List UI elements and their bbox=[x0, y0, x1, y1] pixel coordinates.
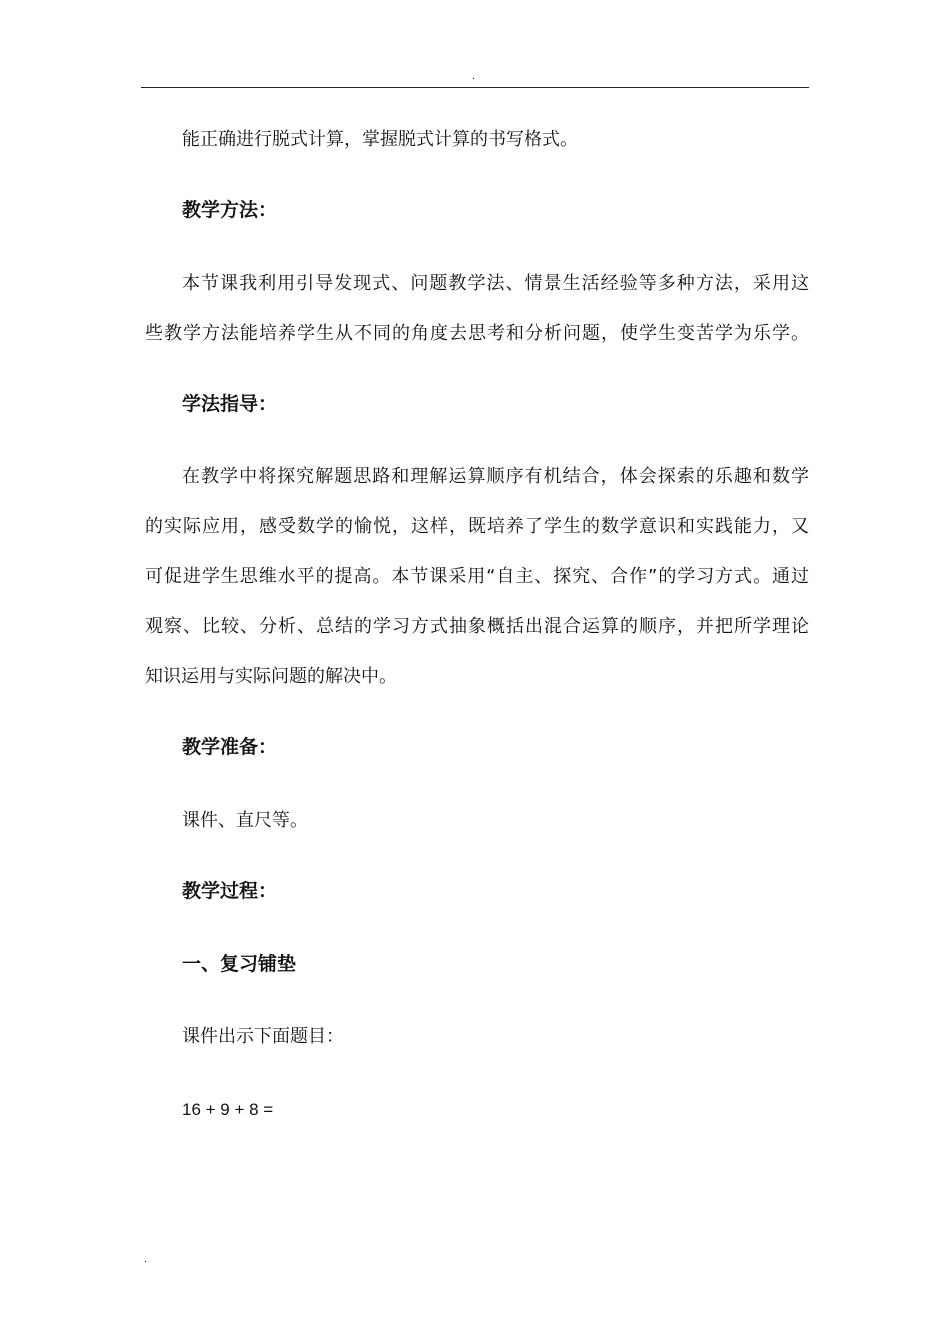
footer-mark: . bbox=[144, 1254, 148, 1265]
guide-paragraph-line-5: 知识运用与实际问题的解决中。 bbox=[145, 666, 397, 687]
method-paragraph-line-1: 本节课我利用引导发现式、问题教学法、情景生活经验等多种方法，采用这 bbox=[182, 273, 809, 294]
arithmetic-problem: 16 + 9 + 8 = bbox=[182, 1100, 274, 1119]
guide-paragraph-line-2: 的实际应用，感受数学的愉悦，这样，既培养了学生的数学意识和实践能力，又 bbox=[145, 516, 809, 537]
objective-line: 能正确进行脱式计算，掌握脱式计算的书写格式。 bbox=[182, 129, 578, 150]
heading-teaching-method: 教学方法： bbox=[182, 199, 278, 221]
review-intro-text: 课件出示下面题目： bbox=[182, 1026, 344, 1047]
method-paragraph-line-2: 些教学方法能培养学生从不同的角度去思考和分析问题，使学生变苦学为乐学。 bbox=[145, 323, 809, 344]
header-rule bbox=[141, 87, 809, 88]
header-mark: . bbox=[472, 71, 476, 82]
heading-study-guidance: 学法指导： bbox=[182, 393, 278, 415]
guide-paragraph-line-3: 可促进学生思维水平的提高。本节课采用“自主、探究、合作”的学习方式。通过 bbox=[145, 566, 809, 587]
preparation-text: 课件、直尺等。 bbox=[182, 810, 308, 831]
guide-paragraph-line-4: 观察、比较、分析、总结的学习方式抽象概括出混合运算的顺序，并把所学理论 bbox=[145, 616, 809, 637]
guide-paragraph-line-1: 在教学中将探究解题思路和理解运算顺序有机结合，体会探索的乐趣和数学 bbox=[182, 466, 809, 487]
heading-review: 一、复习铺垫 bbox=[182, 953, 297, 975]
heading-teaching-preparation: 教学准备： bbox=[182, 736, 278, 758]
heading-teaching-process: 教学过程： bbox=[182, 880, 278, 902]
